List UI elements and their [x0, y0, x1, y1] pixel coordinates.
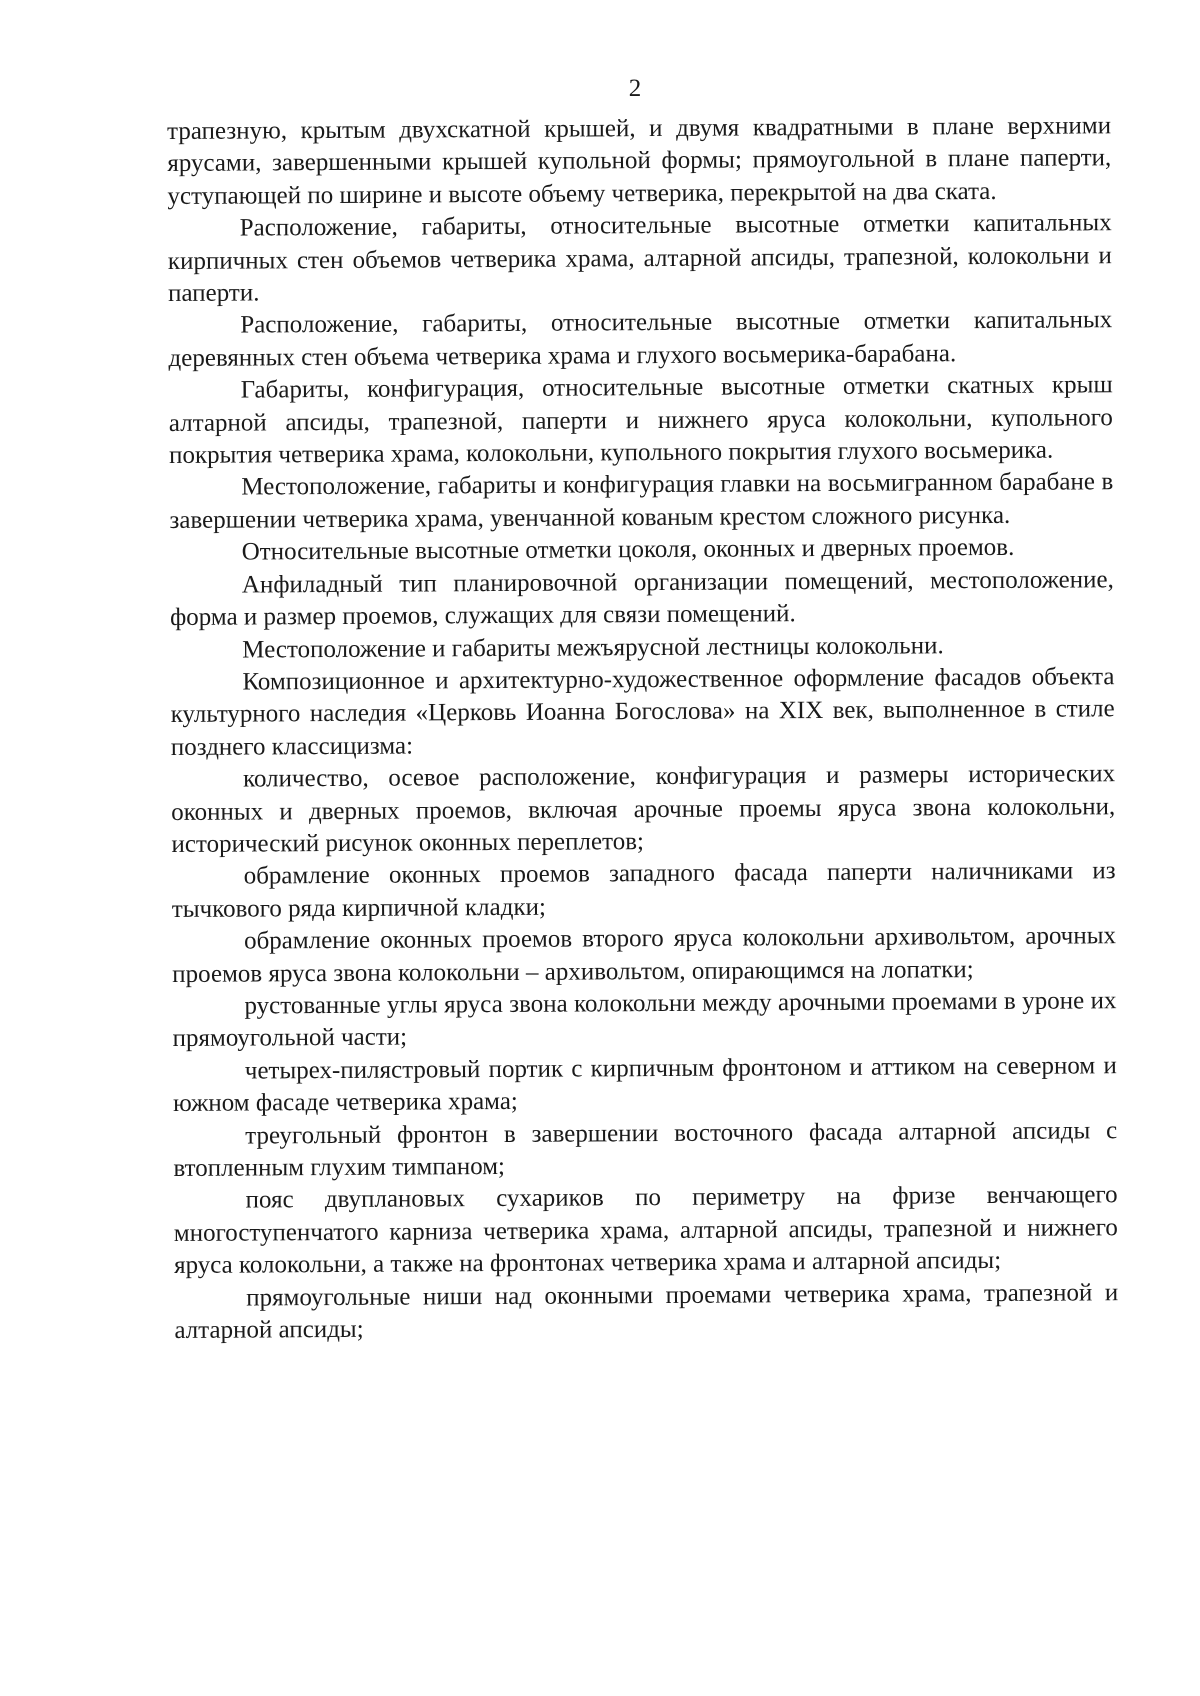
- page-number: 2: [628, 75, 642, 102]
- paragraph: Композиционное и архитектурно-художественное оформление фасадов объекта культурного наследия «Церковь Иоанна Богослова» на XIX век, выполненное в стиле позднего классицизма:: [170, 663, 1115, 761]
- paragraph: Местоположение, габариты и конфигурация главки на восьмигранном барабане в завершении четверика храма, увенчанной кованым крестом сложного рисунка.: [169, 468, 1114, 534]
- list-item: четырех-пилястровый портик с кирпичным фронтоном и аттиком на северном и южном фасаде четверика храма;: [172, 1051, 1117, 1118]
- list-item: обрамление оконных проемов западного фасада паперти наличниками из тычкового ряда кирпичной кладки;: [171, 857, 1116, 923]
- list-item: треугольный фронтон в завершении восточного фасада алтарной апсиды с втопленным глухим тимпаном;: [173, 1116, 1118, 1182]
- paragraph: Анфиладный тип планировочной организации помещений, местоположение, форма и размер проемов, служащих для связи помещений.: [169, 565, 1114, 632]
- list-item: рустованные углы яруса звона колокольни между арочными проемами в уроне их прямоугольной части;: [172, 987, 1117, 1053]
- list-item: количество, осевое расположение, конфигурация и размеры исторических оконных и дверных проемов, включая арочные проемы яруса звона колокольни, исторический рисунок оконных переплетов;: [171, 760, 1116, 858]
- paragraph: Местоположение и габариты межъярусной лестницы колокольни.: [242, 631, 944, 664]
- list-item: прямоугольные ниши над оконными проемами четверика храма, трапезной и алтарной апсиды;: [174, 1278, 1119, 1345]
- list-item: обрамление оконных проемов второго яруса колокольни архивольтом, арочных проемов яруса звона колокольни – архивольтом, опирающимся на лопатки;: [172, 922, 1117, 988]
- paragraph: Относительные высотные отметки цоколя, оконных и дверных проемов.: [241, 534, 1015, 566]
- paragraph: Расположение, габариты, относительные высотные отметки капитальных деревянных стен объема четверика храма и глухого восьмерика-барабана.: [168, 306, 1113, 372]
- list-item: пояс двуплановых сухариков по периметру на фризе венчающего многоступенчатого карниза четверика храма, алтарной апсиды, трапезной и нижнего яруса колокольни, а также на фронтонах четверика храма и алтарной апсиды;: [173, 1181, 1118, 1280]
- paragraph: Габариты, конфигурация, относительные высотные отметки скатных крыш алтарной апсиды, трапезной, паперти и нижнего яруса колокольни, купольного покрытия четверика храма, колокольни, купольного покрытия глухого восьмерика.: [168, 371, 1113, 470]
- paragraph-continuation: трапезную, крытым двухскатной крышей, и двумя квадратными в плане верхними ярусами, завершенными крышей купольной формы; прямоугольной в плане паперти, уступающей по ширине и высоте объему четверика, перекрытой на два ската.: [167, 112, 1112, 210]
- paragraph: Расположение, габариты, относительные высотные отметки капитальных кирпичных стен объемов четверика храма, алтарной апсиды, трапезной, колокольни и паперти.: [167, 209, 1112, 308]
- document-body: [167, 110, 1119, 1347]
